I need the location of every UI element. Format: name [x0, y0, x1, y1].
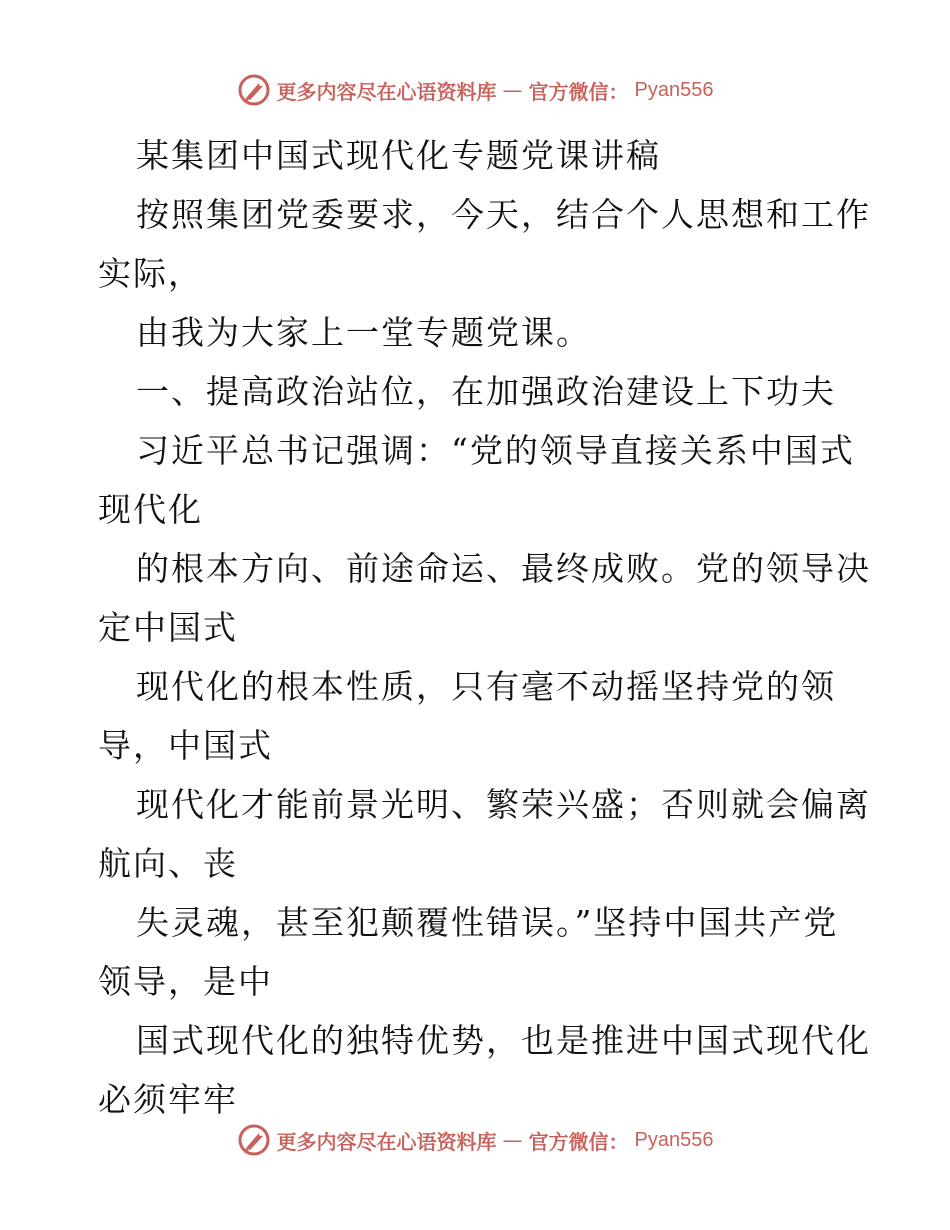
banner-account-handle: Pyan556	[634, 1128, 714, 1151]
banner-account-label: 官方微信：	[528, 1129, 629, 1154]
text-line: 习近平总书记强调：“党的领导直接关系中国式	[136, 431, 855, 470]
header-watermark-banner	[0, 70, 950, 110]
footer-watermark-banner	[0, 1120, 950, 1160]
text-line: 领导，是中	[98, 962, 273, 1001]
logo-icon	[237, 1123, 271, 1157]
document-body	[98, 126, 871, 1129]
text-line: 定中国式	[98, 608, 238, 647]
logo-icon	[237, 73, 271, 107]
text-line: 国式现代化的独特优势，也是推进中国式现代化	[136, 1021, 871, 1060]
text-line: 航向、丧	[98, 844, 238, 883]
banner-account-handle: Pyan556	[634, 78, 714, 101]
text-line: 按照集团党委要求，今天，结合个人思想和工作	[136, 195, 871, 234]
text-line: 实际，	[98, 254, 203, 293]
banner-ad-text: 更多内容尽在心语资料库	[276, 79, 497, 104]
text-line: 必须牢牢	[98, 1080, 238, 1119]
text-line: 失灵魂，甚至犯颠覆性错误。”坚持中国共产党	[136, 903, 839, 942]
text-line: 一、提高政治站位，在加强政治建设上下功夫	[136, 372, 836, 411]
banner-separator: —	[502, 1128, 523, 1152]
text-line: 导，中国式	[98, 726, 273, 765]
text-line: 某集团中国式现代化专题党课讲稿	[136, 136, 661, 175]
banner-account-label: 官方微信：	[528, 79, 629, 104]
text-line: 现代化	[98, 490, 203, 529]
banner-ad-text: 更多内容尽在心语资料库	[276, 1129, 497, 1154]
text-line: 的根本方向、前途命运、最终成败。党的领导决	[136, 549, 871, 588]
banner-separator: —	[502, 78, 523, 102]
text-line: 现代化才能前景光明、繁荣兴盛；否则就会偏离	[136, 785, 871, 824]
text-line: 由我为大家上一堂专题党课。	[136, 313, 591, 352]
text-line: 现代化的根本性质，只有毫不动摇坚持党的领	[136, 667, 836, 706]
